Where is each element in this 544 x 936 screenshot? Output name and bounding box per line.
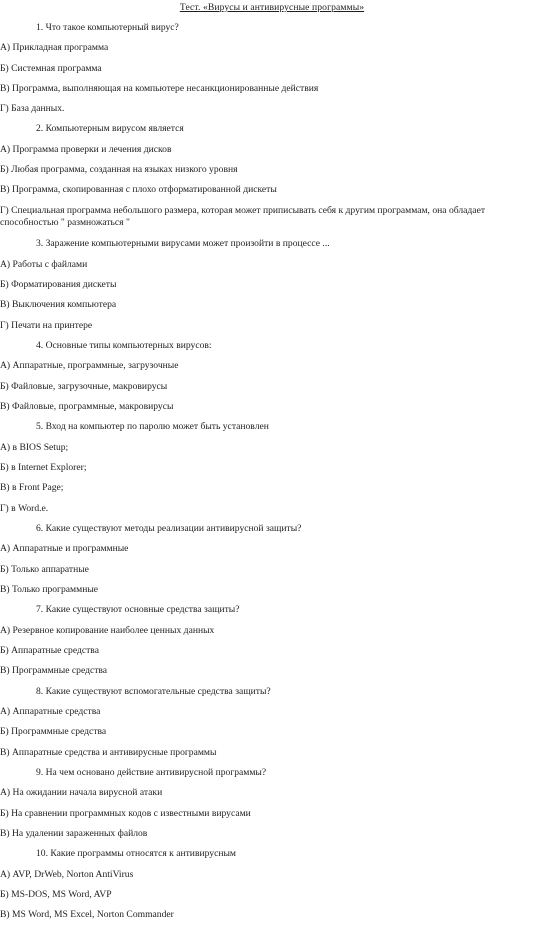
option-2b: Б) Любая программа, созданная на языках низкого уровня xyxy=(0,164,238,175)
option-5d: Г) в Word.е. xyxy=(0,503,49,514)
option-1b: Б) Системная программа xyxy=(0,63,102,74)
option-3a: А) Работы с файлами xyxy=(0,259,88,270)
option-3d: Г) Печати на принтере xyxy=(0,320,93,331)
question-5: 5. Вход на компьютер по паролю может быть установлен xyxy=(36,421,269,432)
option-4b: Б) Файловые, загрузочные, макровирусы xyxy=(0,381,168,392)
question-1: 1. Что такое компьютерный вирус? xyxy=(36,22,179,33)
option-6a: А) Аппаратные и программные xyxy=(0,543,129,554)
option-9a: А) На ожидании начала вирусной атаки xyxy=(0,787,163,798)
option-7c: В) Программные средства xyxy=(0,665,108,676)
option-1c: В) Программа, выполняющая на компьютере несанкционированные действия xyxy=(0,83,319,94)
question-8: 8. Какие существуют вспомогательные средства защиты? xyxy=(36,686,271,697)
question-2: 2. Компьютерным вирусом является xyxy=(36,123,184,134)
option-4c: В) Файловые, программные, макровирусы xyxy=(0,401,174,412)
option-8c: В) Аппаратные средства и антивирусные программы xyxy=(0,747,217,758)
option-1d: Г) База данных. xyxy=(0,103,65,114)
question-6: 6. Какие существуют методы реализации антивирусной защиты? xyxy=(36,523,302,534)
option-5c: В) в Front Page; xyxy=(0,482,64,493)
option-2a: А) Программа проверки и лечения дисков xyxy=(0,144,172,155)
question-7: 7. Какие существуют основные средства защиты? xyxy=(36,604,240,615)
option-5b: Б) в Internet Explorer; xyxy=(0,462,87,473)
option-6b: Б) Только аппаратные xyxy=(0,564,89,575)
option-6c: В) Только программные xyxy=(0,584,99,595)
question-3: 3. Заражение компьютерными вирусами может произойти в процессе ... xyxy=(36,238,330,249)
option-5a: А) в BIOS Setup; xyxy=(0,442,69,453)
question-10: 10. Какие программы относятся к антивирусным xyxy=(36,848,236,859)
option-3c: В) Выключения компьютера xyxy=(0,299,117,310)
option-3b: Б) Форматирования дискеты xyxy=(0,279,117,290)
option-7a: А) Резервное копирование наиболее ценных данных xyxy=(0,625,215,636)
option-4a: А) Аппаратные, программные, загрузочные xyxy=(0,360,179,371)
option-8a: А) Аппаратные средства xyxy=(0,706,101,717)
option-2d: Г) Специальная программа небольшого размера, которая может приписывать себя к другим программам, она обладает способностью " размножаться " xyxy=(0,205,486,228)
option-8b: Б) Программные средства xyxy=(0,726,107,737)
option-1a: А) Прикладная программа xyxy=(0,42,109,53)
option-7b: Б) Аппаратные средства xyxy=(0,645,99,656)
question-9: 9. На чем основано действие антивирусной программы? xyxy=(36,767,267,778)
option-10c: В) MS Word, MS Excel, Norton Commander xyxy=(0,909,174,920)
document-title: Тест. «Вирусы и антивирусные программы» xyxy=(179,2,365,13)
option-9b: Б) На сравнении программных кодов с известными вирусами xyxy=(0,808,251,819)
question-4: 4. Основные типы компьютерных вирусов: xyxy=(36,340,212,351)
option-9c: В) На удалении зараженных файлов xyxy=(0,828,148,839)
option-2c: В) Программа, скопированная с плохо отформатированной дискеты xyxy=(0,184,277,195)
option-10a: А) AVP, DrWeb, Norton AntiVirus xyxy=(0,869,134,880)
option-10b: Б) MS-DOS, MS Word, AVP xyxy=(0,889,112,900)
